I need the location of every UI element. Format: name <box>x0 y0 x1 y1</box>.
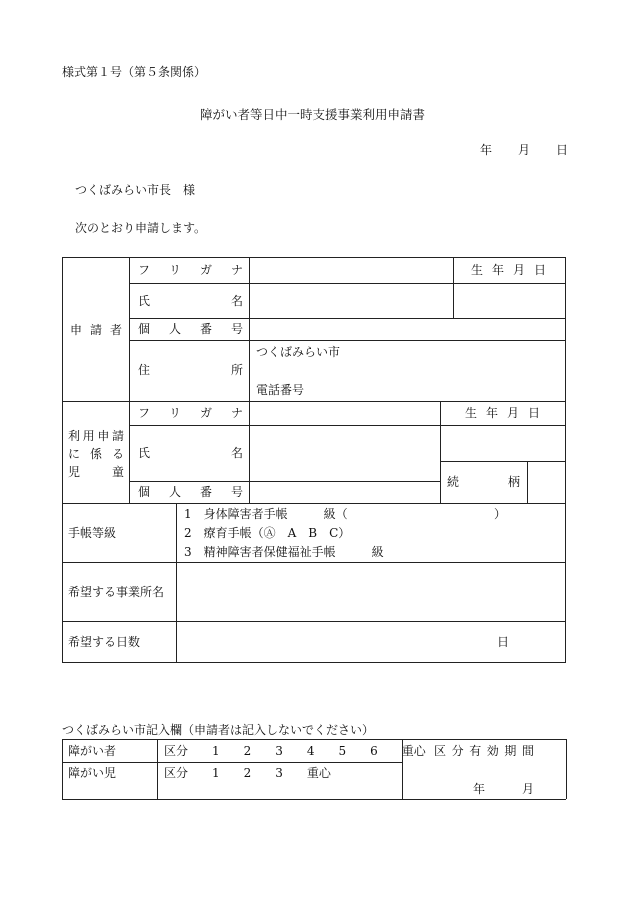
office-label: 希望する事業所名 <box>68 585 165 599</box>
child-relation-label: 続 柄 <box>447 475 520 489</box>
city-section-heading: つくばみらい市記入欄（申請者は記入しないでください） <box>62 723 375 737</box>
form-number: 様式第１号（第５条関係） <box>62 65 207 79</box>
validity-month: 月 <box>522 782 535 796</box>
validity-period-label: 区 分 有 効 期 間 <box>434 744 534 758</box>
handbook-item-1-close: ） <box>494 507 507 521</box>
applicant-furigana-label: フ リ ガ ナ <box>138 263 243 277</box>
applicant-name-label: 氏 名 <box>138 294 243 308</box>
city-row1-value: 区分 1 2 3 4 5 6 重心 <box>164 744 426 758</box>
handbook-item-2: 2 療育手帳（Ⓐ A B C） <box>184 526 351 540</box>
child-number-label: 個 人 番 号 <box>138 485 243 499</box>
applicant-address-label: 住 所 <box>138 363 243 377</box>
city-row2-value: 区分 1 2 3 重心 <box>164 766 331 780</box>
days-label: 希望する日数 <box>68 635 141 649</box>
applicant-number-label: 個 人 番 号 <box>138 322 243 336</box>
child-name-label: 氏 名 <box>138 446 243 460</box>
handbook-label: 手帳等級 <box>68 526 117 540</box>
child-birthdate-label: 生 年 月 日 <box>465 406 540 420</box>
child-section-label-line1: 利 用 申 請 <box>68 429 124 443</box>
applicant-section-label: 申 請 者 <box>70 323 122 337</box>
handbook-item-3: 3 精神障害者保健福祉手帳 級 <box>184 545 384 559</box>
handbook-item-1: 1 身体障害者手帳 級（ <box>184 507 348 521</box>
intro-text: 次のとおり申請します。 <box>75 221 207 235</box>
child-furigana-label: フ リ ガ ナ <box>138 406 243 420</box>
city-row2-label: 障がい児 <box>68 766 117 780</box>
date-day: 日 <box>556 143 569 157</box>
date-year: 年 <box>480 143 493 157</box>
child-section-label-line2: に 係 る <box>68 447 124 461</box>
document-title: 障がい者等日中一時支援事業利用申請書 <box>200 107 426 122</box>
applicant-birthdate-label: 生 年 月 日 <box>471 263 546 277</box>
validity-year: 年 <box>473 782 486 796</box>
applicant-address-value: つくばみらい市 <box>256 345 341 359</box>
child-section-label-line3: 児 童 <box>68 465 124 479</box>
date-month: 月 <box>518 143 531 157</box>
applicant-phone-label: 電話番号 <box>256 383 305 397</box>
addressee: つくばみらい市長 様 <box>75 183 196 197</box>
days-unit: 日 <box>497 635 510 649</box>
city-row1-label: 障がい者 <box>68 744 117 758</box>
